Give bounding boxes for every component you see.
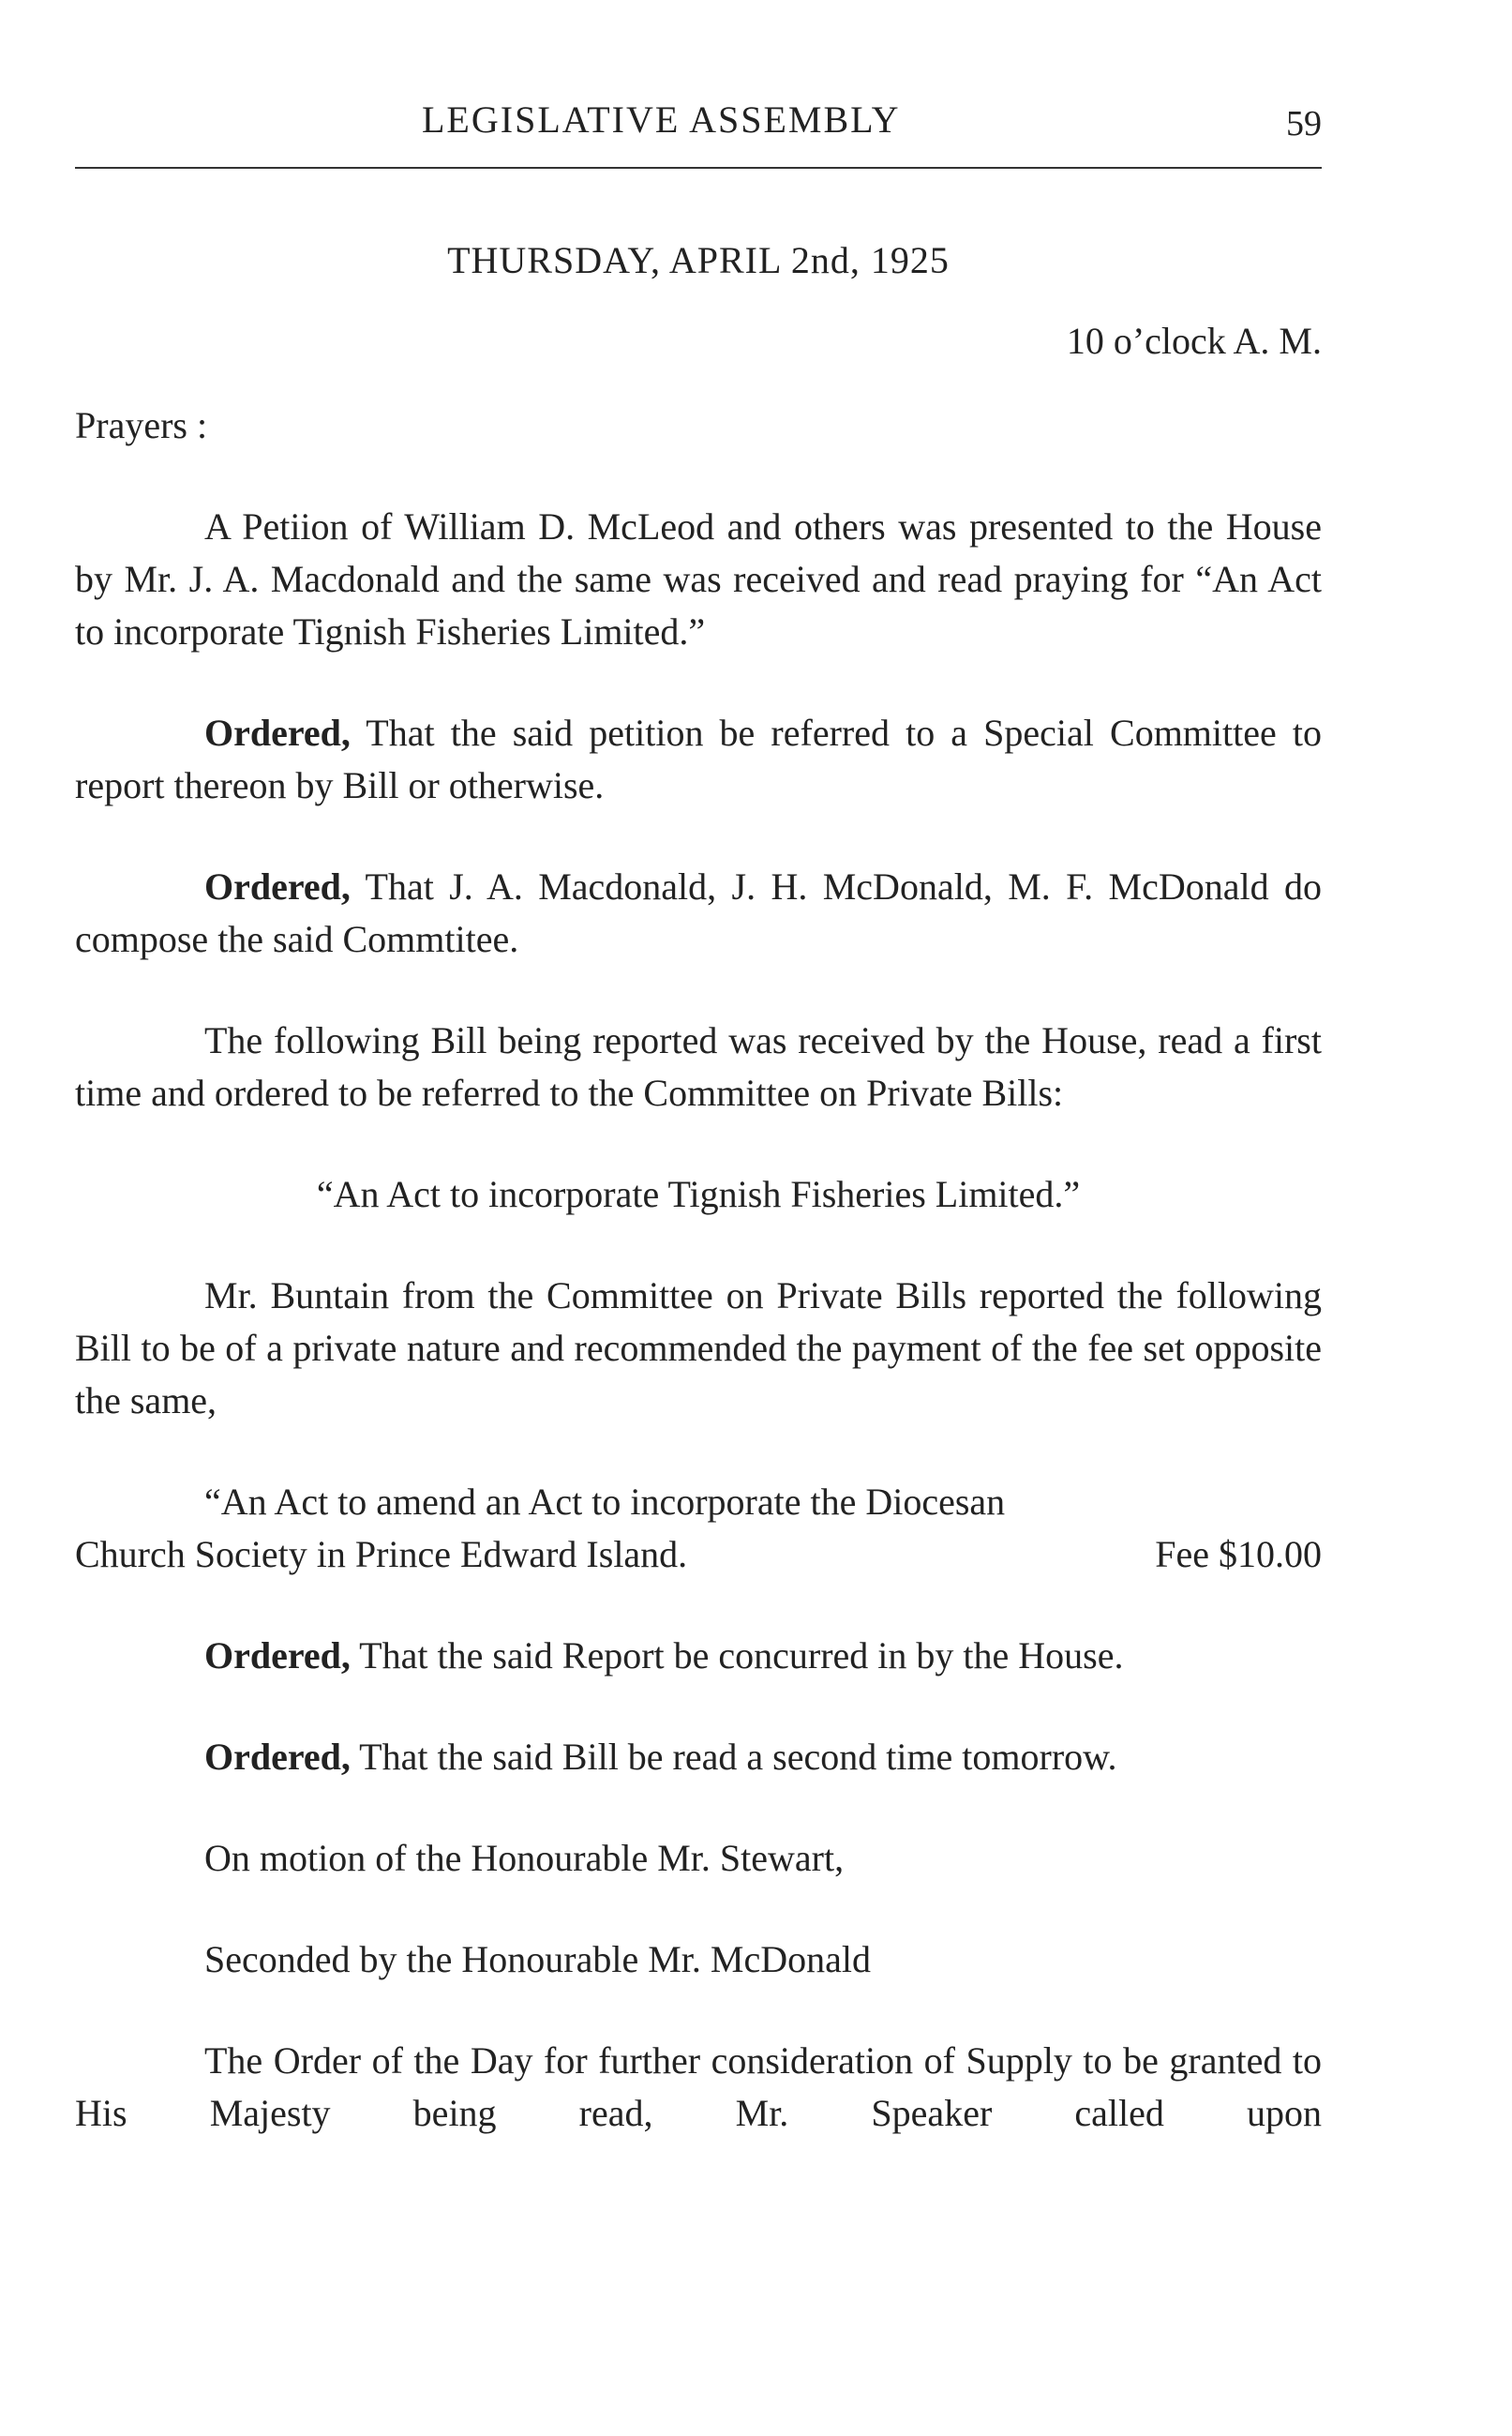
sitting-time: 10 o’clock A. M. — [1066, 320, 1322, 362]
ordered-label: Ordered, — [204, 1736, 351, 1778]
order-committee-paragraph — [75, 861, 1322, 966]
ordered-label: Ordered, — [204, 865, 351, 908]
act-diocesan-paragraph — [75, 1476, 1322, 1581]
act-tignish-title: “An Act to incorporate Tignish Fisheries Limited.” — [316, 1173, 1081, 1215]
ordered-label: Ordered, — [204, 1634, 351, 1677]
act-diocesan-name: Church Society in Prince Edward Island. — [75, 1533, 688, 1575]
fee-amount: Fee $10.00 — [1155, 1533, 1322, 1575]
prayers-line: Prayers : — [75, 404, 208, 446]
order-second-reading-text: That the said Bill be read a second time tomorrow. — [350, 1736, 1117, 1778]
page-number: 59 — [1286, 104, 1322, 143]
running-head — [75, 98, 1322, 154]
header-rule — [75, 167, 1322, 169]
seconded-line: Seconded by the Honourable Mr. McDonald — [204, 1938, 871, 1980]
order-concur-paragraph — [75, 1630, 1322, 1682]
page — [75, 0, 1322, 2436]
sitting-date: THURSDAY, APRIL 2nd, 1925 — [447, 239, 950, 281]
act-diocesan-line1: “An Act to amend an Act to incorporate the Diocesan — [204, 1481, 1006, 1523]
order-of-day-paragraph: The Order of the Day for further consideration of Supply to be granted to His Majesty being read, Mr. Speaker called upon — [75, 2039, 1322, 2134]
bill-reported-paragraph: The following Bill being reported was received by the House, read a first time and ordered to be referred to the Committee on Private Bills: — [75, 1019, 1322, 1114]
petition-paragraph: A Petiion of William D. McLeod and others was presented to the House by Mr. J. A. Macdonald and the same was received and read praying for “An Act to incorporate Tignish Fisheries Limited.” — [75, 505, 1322, 653]
running-title: LEGISLATIVE ASSEMBLY — [422, 98, 901, 141]
act-diocesan-line2 — [75, 1528, 1322, 1581]
order-concur-text: That the said Report be concurred in by the House. — [350, 1634, 1124, 1677]
buntain-paragraph: Mr. Buntain from the Committee on Private Bills reported the following Bill to be of a private nature and recommended the payment of the fee set opposite the same, — [75, 1274, 1322, 1421]
order-refer-paragraph — [75, 707, 1322, 812]
motion-line: On motion of the Honourable Mr. Stewart, — [204, 1837, 845, 1879]
document-body — [75, 234, 1322, 2188]
order-refer-text: That the said petition be referred to a Special Committee to report thereon by Bill or otherwise. — [75, 712, 1322, 806]
order-second-reading-paragraph — [75, 1731, 1322, 1783]
order-committee-text: That J. A. Macdonald, J. H. McDonald, M. F. McDonald do compose the said Commtitee. — [75, 865, 1322, 960]
ordered-label: Ordered, — [204, 712, 351, 754]
